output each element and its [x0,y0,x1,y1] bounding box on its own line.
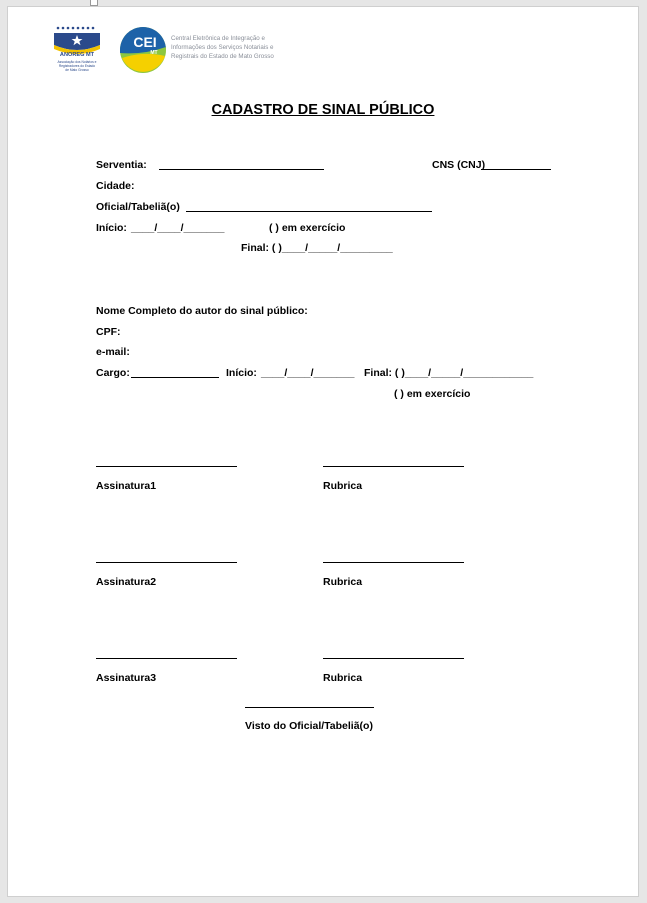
cei-description-line: Registrais do Estado de Mato Grosso [171,53,274,60]
rubrica-label-1: Rubrica [323,480,363,492]
anoreg-subtitle-3: de Mato Grosso [65,68,89,72]
signature-line-1[interactable] [96,466,237,467]
signature-label-1: Assinatura1 [96,480,157,492]
signature-label-2: Assinatura2 [96,576,157,588]
rubrica-label-2: Rubrica [323,576,363,588]
final-option[interactable]: Final: ( )____/_____/_________ [241,242,393,254]
document-title: CADASTRO DE SINAL PÚBLICO [211,102,435,118]
anoreg-subtitle-1: Associação dos Notários e [57,60,97,64]
serventia-line[interactable] [159,169,324,170]
signature-label-3: Assinatura3 [96,672,157,684]
rubrica-line-1[interactable] [323,466,464,467]
inicio-label: Início: [96,222,127,234]
rubrica-label-3: Rubrica [323,672,363,684]
cargo-final-option[interactable]: Final: ( )____/_____/____________ [364,367,534,379]
signature-line-2[interactable] [96,562,237,563]
anoreg-logo [48,23,106,85]
cidade-label: Cidade: [96,180,135,192]
oficial-line[interactable] [186,211,432,212]
cei-description-line: Informações dos Serviços Notariais e [171,44,274,51]
email-label: e-mail: [96,346,130,358]
visto-label: Visto do Oficial/Tabeliã(o) [245,720,373,732]
serventia-label: Serventia: [96,159,147,171]
anoreg-subtitle-2: Registradores do Estado [58,64,96,68]
cargo-em-exercicio-option[interactable]: ( ) em exercício [394,388,471,400]
cpf-label: CPF: [96,326,121,338]
cei-acronym: CEI [133,34,157,50]
signature-line-3[interactable] [96,658,237,659]
inicio-date-blank[interactable]: ____/____/_______ [131,222,225,234]
visto-line[interactable] [245,707,374,708]
document-page [7,6,639,897]
cei-description-line: Central Eletrônica de Integração e [171,35,265,42]
rubrica-line-3[interactable] [323,658,464,659]
cei-logo [118,25,168,75]
anoreg-acronym: ANOREG MT [59,52,95,58]
em-exercicio-option[interactable]: ( ) em exercício [269,222,346,234]
rubrica-line-2[interactable] [323,562,464,563]
cargo-label: Cargo: [96,367,130,379]
nome-autor-label: Nome Completo do autor do sinal público: [96,305,308,317]
cei-description [171,34,296,61]
oficial-label: Oficial/Tabeliã(o) [96,201,180,213]
cargo-inicio-date-blank[interactable]: ____/____/_______ [261,367,355,379]
cns-label: CNS (CNJ) [432,159,486,171]
cei-sub: MT [150,50,158,56]
cargo-inicio-label: Início: [226,367,257,379]
cargo-line[interactable] [131,377,219,378]
cns-line[interactable] [481,169,551,170]
